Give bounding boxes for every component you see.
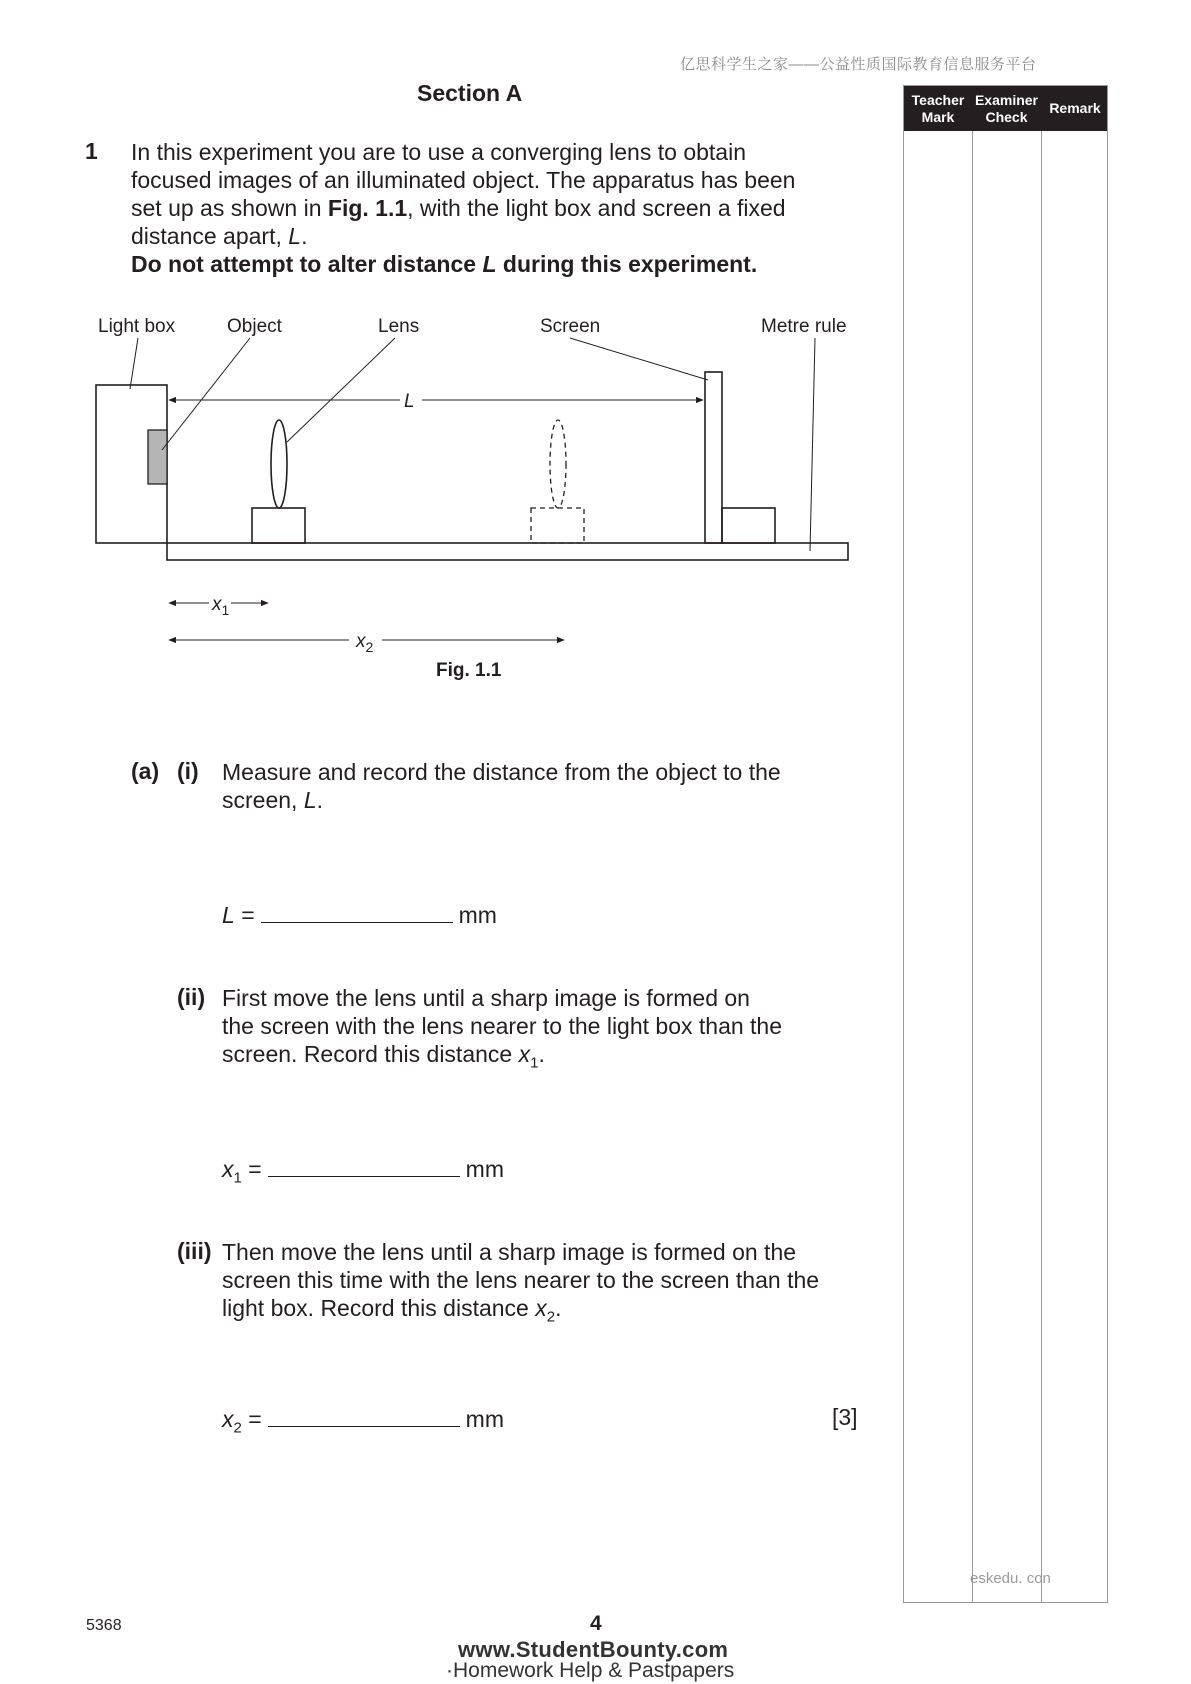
watermark-header: 亿思科学生之家——公益性质国际教育信息服务平台 (680, 56, 1037, 73)
lens-label: Lens (378, 316, 420, 337)
object-label: Object (227, 316, 282, 337)
question-intro (131, 138, 871, 278)
part-a-label: (a) (131, 758, 160, 784)
studentbounty-tagline: ·Homework Help & Pastpapers (446, 1659, 735, 1682)
dimension-L-label: L (404, 391, 415, 412)
leader-object (162, 338, 250, 450)
screen (705, 372, 722, 543)
figure-caption: Fig. 1.1 (436, 660, 502, 681)
figure-reference: Fig. 1.1 (327, 195, 408, 221)
lens (271, 420, 287, 508)
warning-line: Do not attempt to alter distance L during this experiment. (131, 251, 758, 277)
leader-screen (570, 338, 708, 380)
lens-holder-alternate (531, 508, 584, 543)
intro-line: In this experiment you are to use a converging lens to obtain (131, 139, 746, 165)
leader-light-box (130, 338, 138, 389)
question-number: 1 (85, 138, 98, 164)
part-ii-label: (ii) (177, 984, 206, 1010)
column-divider (972, 131, 973, 1602)
intro-line: focused images of an illuminated object. The apparatus has been (131, 167, 796, 193)
answer-line-x1: $x_1$ = mm (222, 1156, 504, 1187)
screen-label: Screen (540, 316, 601, 337)
part-iii-label: (iii) (177, 1238, 212, 1264)
leader-metre-rule (810, 338, 815, 551)
marking-table (903, 85, 1108, 1603)
teacher-mark-header: Teacher Mark (911, 91, 965, 125)
marking-table-header (904, 86, 1107, 131)
marks-allocation: [3] (832, 1404, 858, 1430)
paper-code: 5368 (86, 1617, 122, 1634)
dimension-x1-label: $x_1$ (212, 594, 230, 618)
part-i-text: Measure and record the distance from the object to the screen, L. (222, 759, 781, 813)
studentbounty-link[interactable]: www.StudentBounty.com (458, 1637, 729, 1662)
section-title: Section A (417, 80, 523, 106)
object-shape (148, 430, 167, 484)
metre-rule-label: Metre rule (761, 316, 847, 337)
part-ii-text: First move the lens until a sharp image is formed on the screen with the lens nearer to the light box than the screen. Record this distance $x_1$. (222, 985, 783, 1072)
column-divider (1041, 131, 1042, 1602)
apparatus-diagram (92, 310, 862, 660)
screen-holder (722, 508, 775, 543)
answer-line-L: L = mm (222, 902, 497, 928)
answer-blank-L[interactable] (261, 900, 453, 923)
answer-blank-x1[interactable] (268, 1154, 460, 1177)
examiner-check-header: Examiner Check (974, 91, 1039, 125)
intro-line: set up as shown in Fig. 1.1, with the light box and screen a fixed (131, 195, 786, 221)
intro-line: distance apart, L. (131, 223, 308, 249)
answer-line-x2: $x_2$ = mm (222, 1406, 504, 1437)
remark-header: Remark (1049, 100, 1101, 116)
light-box-label: Light box (98, 316, 176, 337)
metre-rule (167, 543, 848, 560)
lens-alternate (550, 420, 566, 508)
answer-blank-x2[interactable] (268, 1404, 460, 1427)
part-i-label: (i) (177, 758, 199, 784)
lens-holder (252, 508, 305, 543)
leader-lens (287, 338, 395, 442)
dimension-x2-label: $x_2$ (356, 631, 374, 655)
part-iii-text: Then move the lens until a sharp image is formed on the screen this time with the lens nearer to the screen than the light box. Record this distance $x_2$. (222, 1239, 820, 1326)
watermark-margin: eskedu. con (970, 1570, 1051, 1587)
page-number: 4 (590, 1612, 602, 1635)
